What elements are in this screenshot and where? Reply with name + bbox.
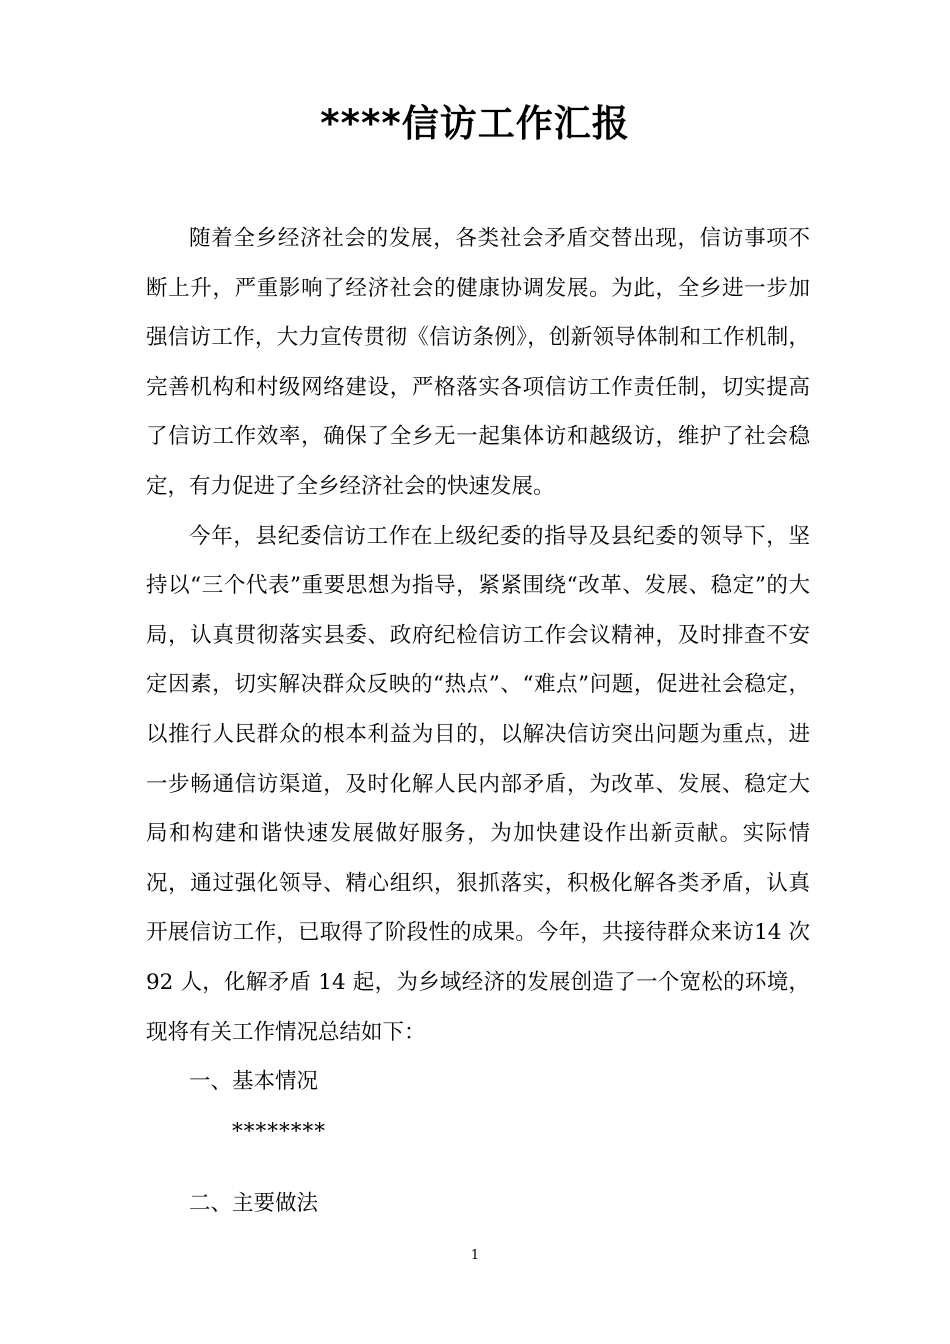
page-number: 1 xyxy=(470,1248,480,1263)
section-heading-main-practices: 二、主要做法 xyxy=(189,1191,319,1216)
section-heading-basic-situation: 一、基本情况 xyxy=(189,1069,319,1094)
document-title: ****信访工作汇报 xyxy=(320,102,630,145)
document-body xyxy=(146,214,810,1057)
summary-paragraph: 今年，县纪委信访工作在上级纪委的指导及县纪委的领导下，坚持以“三个代表”重要思想为指导，紧紧围绕“改革、发展、稳定”的大局，认真贯彻落实县委、政府纪检信访工作会议精神，及时排查不安定因素，切实解决群众反映的“热点”、“难点”问题，促进社会稳定，以推行人民群众的根本利益为目的，以解决信访突出问题为重点，进一步畅通信访渠道，及时化解人民内部矛盾，为改革、发展、稳定大局和构建和谐快速发展做好服务，为加快建设作出新贡献。实际情况，通过强化领导、精心组织，狠抓落实，积极化解各类矛盾，认真开展信访工作，已取得了阶段性的成果。今年，共接待群众来访14 次 92 人，化解矛盾 14 起，为乡域经济的发展创造了一个宽松的环境，现将有关工作情况总结如下： xyxy=(146,523,810,1045)
intro-paragraph: 随着全乡经济社会的发展，各类社会矛盾交替出现，信访事项不断上升，严重影响了经济社会的健康协调发展。为此，全乡进一步加强信访工作，大力宣传贯彻《信访条例》，创新领导体制和工作机制，完善机构和村级网络建设，严格落实各项信访工作责任制，切实提高了信访工作效率，确保了全乡无一起集体访和越级访，维护了社会稳定，有力促进了全乡经济社会的快速发展。 xyxy=(146,226,810,499)
section-content-placeholder: ******** xyxy=(232,1119,326,1144)
